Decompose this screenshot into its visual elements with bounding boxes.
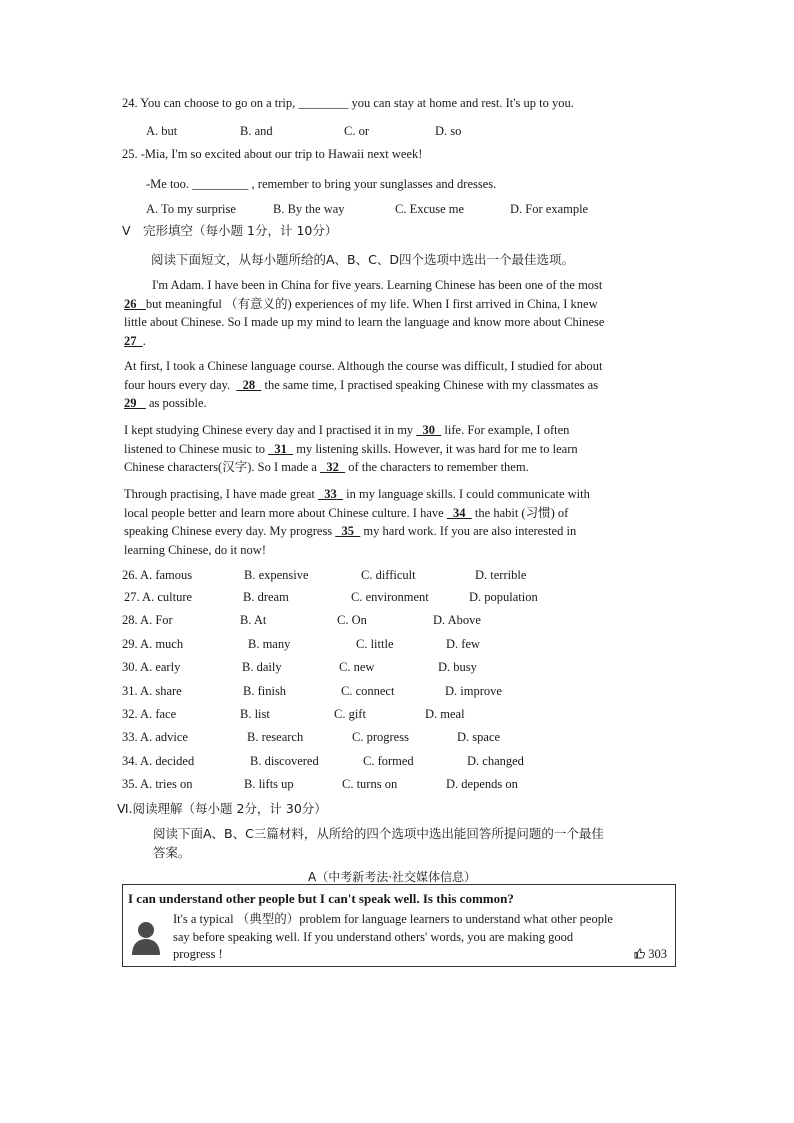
blank-27: 27 xyxy=(124,333,137,348)
post-reply-line-2: say before speaking well. If you understand others' words, you are making good xyxy=(173,929,574,944)
q31-option-b: B. finish xyxy=(243,684,287,698)
q26-option-c: C. difficult xyxy=(361,568,416,582)
q30-option-d: D. busy xyxy=(438,660,477,674)
q24-option-a: A. but xyxy=(146,124,178,138)
passage-paragraph-4 xyxy=(124,485,590,559)
post-reply-body xyxy=(173,911,613,964)
p4-line-2: local people better and learn more about Chinese culture. I have 34 the habit (习惯) of xyxy=(124,505,569,520)
q33-option-a: 33. A. advice xyxy=(122,730,188,744)
blank-35: 35 xyxy=(341,524,355,539)
q25-stem-reply: -Me too. _________ , remember to bring your sunglasses and dresses. xyxy=(146,177,497,191)
p3-line-1: I kept studying Chinese every day and I practised it in my 30 life. For example, I often xyxy=(124,423,570,437)
q25-option-d: D. For example xyxy=(510,202,589,216)
q33-option-b: B. research xyxy=(247,730,304,744)
q25-option-c: C. Excuse me xyxy=(395,202,465,216)
q24-stem: 24. You can choose to go on a trip, ________ you can stay at home and rest. It's up to you. xyxy=(122,96,574,110)
q30-option-b: B. daily xyxy=(242,660,282,674)
q29-option-a: 29. A. much xyxy=(122,637,184,651)
q26-option-b: B. expensive xyxy=(244,568,309,582)
p4-line-4: learning Chinese, do it now! xyxy=(124,542,266,557)
thumbs-up-icon xyxy=(634,948,645,959)
blank-29: 29 xyxy=(124,396,137,411)
p4-line-1: Through practising, I have made great 33 in my language skills. I could communicate with xyxy=(124,487,590,501)
q32-option-b: B. list xyxy=(240,707,270,721)
post-question: I can understand other people but I can't speak well. Is this common? xyxy=(128,891,514,906)
q30-option-a: 30. A. early xyxy=(122,660,181,674)
q27-option-d: D. population xyxy=(469,590,538,604)
like-counter xyxy=(634,947,667,962)
passage-paragraph-3 xyxy=(124,421,578,477)
q34-option-b: B. discovered xyxy=(250,754,319,768)
p2-line-3: 29 as possible. xyxy=(124,396,207,411)
post-reply-line-3: progress ! xyxy=(173,947,223,961)
q27-option-c: C. environment xyxy=(351,590,429,604)
q32-option-d: D. meal xyxy=(425,707,465,721)
passage-a-subtitle: A（中考新考法·社交媒体信息） xyxy=(308,870,477,884)
section-5-instruction: 阅读下面短文，从每小题所给的A、B、C、D四个选项中选出一个最佳选项。 xyxy=(151,252,574,267)
q32-option-a: 32. A. face xyxy=(122,707,177,721)
social-media-post-card xyxy=(122,884,676,967)
person-avatar-icon xyxy=(131,921,161,955)
q25-option-a: A. To my surprise xyxy=(146,202,236,216)
q29-option-d: D. few xyxy=(446,637,481,651)
q32-option-c: C. gift xyxy=(334,707,366,721)
p3-line-2: listened to Chinese music to 31 my listening skills. However, it was hard for me to learn xyxy=(124,441,578,456)
p4-line-3: speaking Chinese every day. My progress 35 my hard work. If you are also interested in xyxy=(124,524,577,539)
q29-option-b: B. many xyxy=(248,637,291,651)
passage-paragraph-1 xyxy=(124,276,604,350)
q27-option-a: 27. A. culture xyxy=(124,590,193,604)
q29-option-c: C. little xyxy=(356,637,394,651)
blank-31: 31 xyxy=(274,441,287,456)
blank-34: 34 xyxy=(453,505,466,520)
q24-option-b: B. and xyxy=(240,124,273,138)
section-5-heading: V 完形填空（每小题 1分，计 10分） xyxy=(122,223,338,238)
q31-option-d: D. improve xyxy=(445,684,502,698)
p2-line-2: four hours every day. 28 the same time, I practised speaking Chinese with my classmates as xyxy=(124,377,599,392)
q27-option-b: B. dream xyxy=(243,590,289,604)
q28-option-c: C. On xyxy=(337,613,367,627)
post-reply-line-1: It's a typical （典型的）problem for language learners to understand what other people xyxy=(173,912,613,926)
section-6-instruction-line-1: 阅读下面A、B、C三篇材料，从所给的四个选项中选出能回答所提问题的一个最佳 xyxy=(153,826,604,841)
q28-option-a: 28. A. For xyxy=(122,613,173,627)
blank-33: 33 xyxy=(324,487,337,501)
q35-option-b: B. lifts up xyxy=(244,777,294,791)
section-6-heading: Ⅵ.阅读理解（每小题 2分，计 30分） xyxy=(117,801,327,816)
q33-option-c: C. progress xyxy=(352,730,409,744)
section-6-instruction-line-2: 答案。 xyxy=(153,845,191,860)
q25-stem: 25. -Mia, I'm so excited about our trip to Hawaii next week! xyxy=(122,147,423,161)
p1-line-4: 27 . xyxy=(124,333,146,348)
blank-26: 26 xyxy=(124,296,137,311)
q28-option-d: D. Above xyxy=(433,613,481,627)
p3-line-3: Chinese characters(汉字). So I made a 32 of the characters to remember them. xyxy=(124,460,529,475)
q35-option-d: D. depends on xyxy=(446,777,518,791)
q25-option-b: B. By the way xyxy=(273,202,345,216)
q30-option-c: C. new xyxy=(339,660,375,674)
p1-line-1: I'm Adam. I have been in China for five years. Learning Chinese has been one of the most xyxy=(152,278,603,292)
q31-option-c: C. connect xyxy=(341,684,395,698)
passage-paragraph-2 xyxy=(124,357,602,413)
q34-option-a: 34. A. decided xyxy=(122,754,195,768)
q24-option-c: C. or xyxy=(344,124,369,138)
q34-option-d: D. changed xyxy=(467,754,524,768)
blank-30: 30 xyxy=(422,423,436,437)
q35-option-a: 35. A. tries on xyxy=(122,777,193,791)
q34-option-c: C. formed xyxy=(363,754,414,768)
q33-option-d: D. space xyxy=(457,730,501,744)
q24-option-d: D. so xyxy=(435,124,462,138)
p1-line-3: little about Chinese. So I made up my mind to learn the language and know more about Chinese xyxy=(124,315,605,330)
like-count: 303 xyxy=(648,947,667,961)
blank-28: 28 xyxy=(242,377,256,392)
p2-line-1: At first, I took a Chinese language course. Although the course was difficult, I studied for about xyxy=(124,359,603,373)
q26-option-d: D. terrible xyxy=(475,568,527,582)
q26-option-a: 26. A. famous xyxy=(122,568,193,582)
q31-option-a: 31. A. share xyxy=(122,684,182,698)
blank-32: 32 xyxy=(326,460,339,475)
q35-option-c: C. turns on xyxy=(342,777,398,791)
q28-option-b: B. At xyxy=(240,613,267,627)
p1-line-2: 26 but meaningful （有意义的) experiences of my life. When I first arrived in China, I knew xyxy=(124,296,598,311)
